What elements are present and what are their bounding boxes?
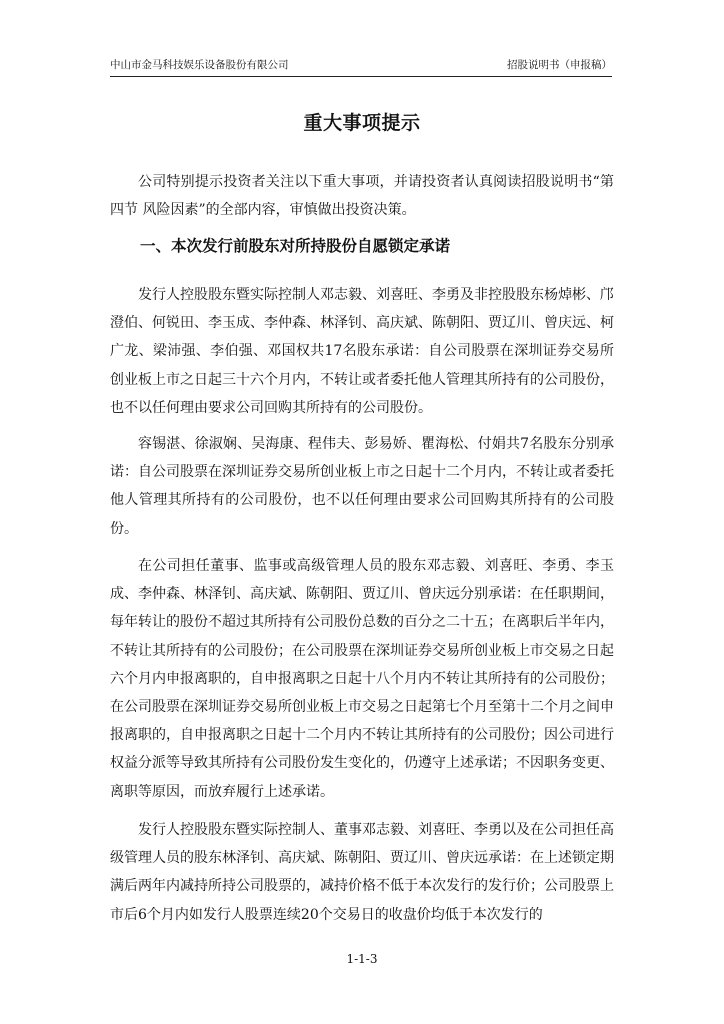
intro-paragraph: 公司特别提示投资者关注以下重大事项，并请投资者认真阅读招股说明书“第四节 风险因素”的全部内容，审慎做出投资决策。	[110, 174, 614, 219]
paragraph-directors-lockup: 在公司担任董事、监事或高级管理人员的股东邓志毅、刘喜旺、李勇、李玉成、李仲森、林泽钊、高庆斌、陈朝阳、贾辽川、曾庆远分别承诺：在任职期间，每年转让的股份不超过其所持有公司股份总数的百分之二十五；在离职后半年内，不转让其所持有的公司股份；在公司股票在深圳证券交易所创业板上市交易之日起六个月内申报离职的，自申报离职之日起十八个月内不转让其所持有的公司股份；在公司股票在深圳证券交易所创业板上市交易之日起第七个月至第十二个月之间申报离职的，自申报离职之日起十二个月内不转让其所持有的公司股份；因公司进行权益分派等导致其所持有公司股份发生变化的，仍遵守上述承诺；不因职务变更、离职等原因，而放弃履行上述承诺。	[110, 558, 614, 800]
running-header	[110, 58, 612, 77]
section-heading: 一、本次发行前股东对所持股份自愿锁定承诺	[140, 237, 451, 255]
header-company-name: 中山市金马科技娱乐设备股份有限公司	[110, 59, 289, 71]
paragraph-controlling-shareholders-lockup: 发行人控股股东暨实际控制人邓志毅、刘喜旺、李勇及非控股股东杨焯彬、邝澄伯、何锐田、李玉成、李仲森、林泽钊、高庆斌、陈朝阳、贾辽川、曾庆远、柯广龙、梁沛强、李伯强、邓国权共17名股东承诺：自公司股票在深圳证券交易所创业板上市之日起三十六个月内，不转让或者委托他人管理其所持有的公司股份，也不以任何理由要求公司回购其所持有的公司股份。	[110, 287, 614, 416]
paragraph-minority-shareholders-lockup: 容锡湛、徐淑娴、吴海康、程伟夫、彭易娇、瞿海松、付娟共7名股东分别承诺：自公司股票在深圳证券交易所创业板上市之日起十二个月内，不转让或者委托他人管理其所持有的公司股份，也不以任何理由要求公司回购其所持有的公司股份。	[110, 436, 614, 537]
page-number: 1-1-3	[346, 952, 378, 966]
header-document-type: 招股说明书（申报稿）	[507, 59, 612, 71]
page-title: 重大事项提示	[303, 112, 421, 134]
paragraph-reduction-price-commitment: 发行人控股股东暨实际控制人、董事邓志毅、刘喜旺、李勇以及在公司担任高级管理人员的股东林泽钊、高庆斌、陈朝阳、贾辽川、曾庆远承诺：在上述锁定期满后两年内减持所持公司股票的，减持价格不低于本次发行的发行价；公司股票上市后6个月内如发行人股票连续20个交易日的收盘价均低于本次发行的	[110, 822, 614, 923]
